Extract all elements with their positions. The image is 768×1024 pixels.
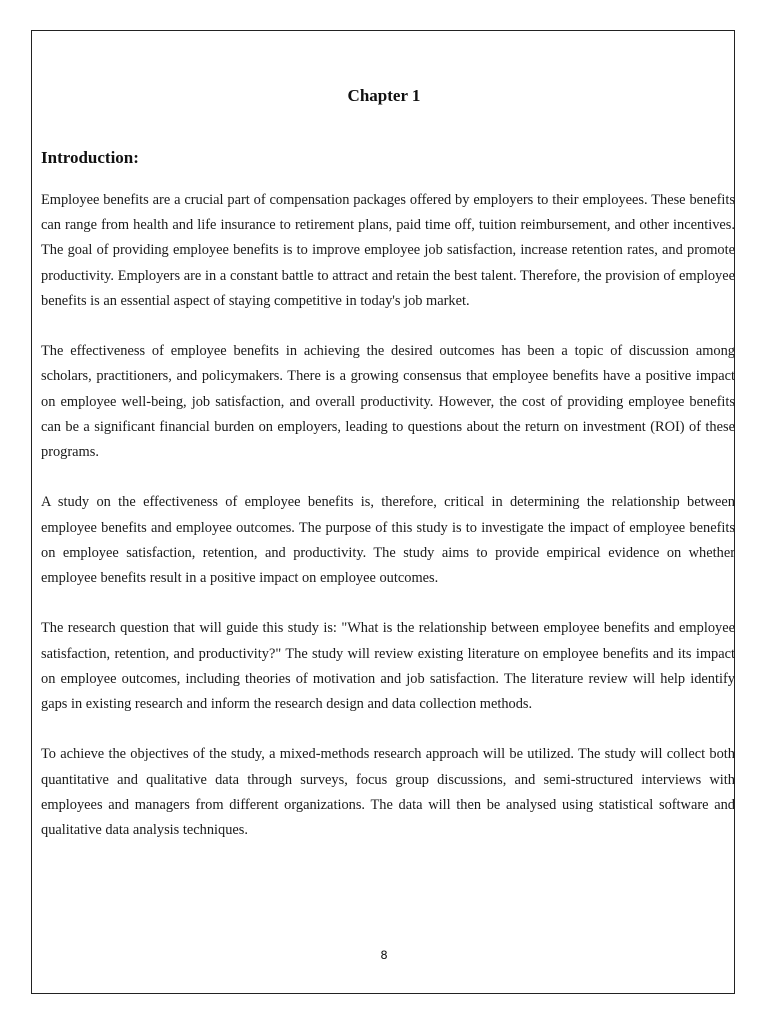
paragraph-methodology: To achieve the objectives of the study, a mixed-methods research approach will be utilized. The study will collect both quantitative and qualitative data through surveys, focus group discussions, and semi-structured interviews with employees and managers from different organizations. The data will then be analysed using statistical software and qualitative data analysis techniques. xyxy=(41,746,735,839)
chapter-title: Chapter 1 xyxy=(347,86,421,105)
paragraph-effectiveness: The effectiveness of employee benefits in achieving the desired outcomes has been a topic of discussion among scholars, practitioners, and policymakers. There is a growing consensus that employee benefits have a positive impact on employee well-being, job satisfaction, and overall productivity. However, the cost of providing employee benefits can be a significant financial burden on employers, leading to questions about the return on investment (ROI) of these programs. xyxy=(41,343,735,461)
paragraph-study-purpose: A study on the effectiveness of employee benefits is, therefore, critical in determining the relationship between employee benefits and employee outcomes. The purpose of this study is to investigate the impact of employee benefits on employee satisfaction, retention, and productivity. The study aims to provide empirical evidence on whether employee benefits result in a positive impact on employee outcomes. xyxy=(41,494,735,587)
paragraph-benefits-overview: Employee benefits are a crucial part of compensation packages offered by employers to their employees. These benefits can range from health and life insurance to retirement plans, paid time off, tuition reimbursement, and other incentives. The goal of providing employee benefits is to improve employee job satisfaction, increase retention rates, and promote productivity. Employers are in a constant battle to attract and retain the best talent. Therefore, the provision of employee benefits is an essential aspect of staying competitive in today's job market. xyxy=(41,192,735,309)
body-text xyxy=(41,188,735,868)
page-number: 8 xyxy=(380,948,388,962)
section-heading: Introduction: xyxy=(41,148,139,167)
paragraph-research-question: The research question that will guide this study is: "What is the relationship between employee benefits and employee satisfaction, retention, and productivity?" The study will review existing literature on employee benefits and its impact on employee outcomes, including theories of motivation and job satisfaction. The literature review will help identify gaps in existing research and inform the research design and data collection methods. xyxy=(41,620,735,713)
